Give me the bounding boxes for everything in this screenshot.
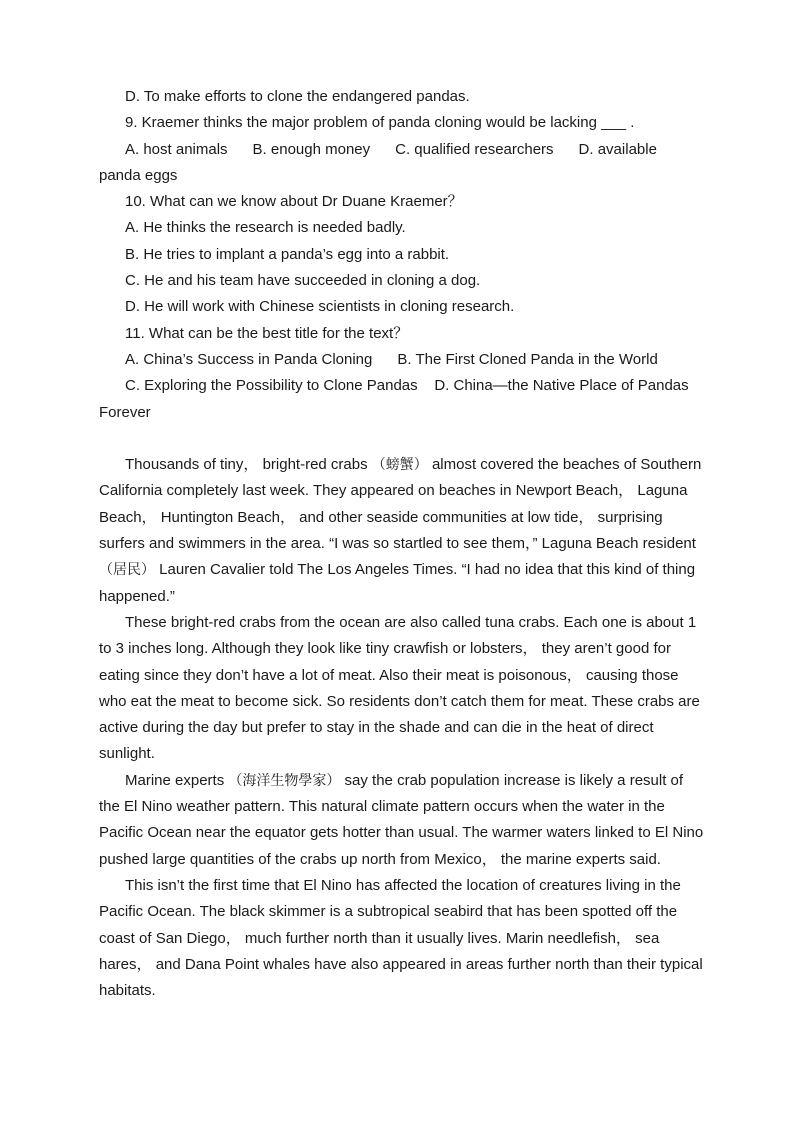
q10-stem: 10. What can we know about Dr Duane Kraemer？ — [125, 193, 463, 211]
document-page — [99, 84, 704, 1004]
p3-text-a: Marine experts — [125, 771, 229, 789]
q10-option-d: D. He will work with Chinese scientists in cloning research. — [125, 298, 515, 316]
passage-paragraph-1 — [99, 452, 704, 610]
q9-options-line1: A. host animals B. enough money C. qualified researchers D. available — [125, 140, 657, 158]
passage-paragraph-4: This isn’t the first time that El Nino has affected the location of creatures living in the Pacific Ocean. The black skimmer is a subtropical seabird that has been spotted off the coast of San Diego， much further north than it usually lives. Marin needlefish， sea hares， and Dana Point whales have also appeared in areas further north than their typical habitats. — [99, 876, 703, 1000]
q10-option-c: C. He and his team have succeeded in cloning a dog. — [125, 272, 481, 290]
q11-stem: 11. What can be the best title for the text？ — [125, 324, 409, 342]
p3-experts-gloss: （海洋生物學家） — [228, 772, 341, 789]
p1-text-a: Thousands of tiny， bright-red crabs — [125, 456, 372, 474]
p1-text-c: Lauren Cavalier told The Los Angeles Times. “I had no idea that this kind of thing happened.” — [99, 561, 696, 605]
q10-option-a: A. He thinks the research is needed badly. — [125, 219, 406, 237]
p1-resident-gloss: （居民） — [99, 562, 155, 579]
q11-options-line1: A. China’s Success in Panda Cloning B. The First Cloned Panda in the World — [125, 350, 658, 368]
q9-options-line2: panda eggs — [99, 166, 178, 184]
section-gap — [99, 426, 704, 452]
passage-paragraph-2: These bright-red crabs from the ocean are also called tuna crabs. Each one is about 1 to 3 inches long. Although they look like tiny crawfish or lobsters， they aren’t good for eating since they don’t have a lot of meat. Also their meat is poisonous， causing those who eat the meat to become sick. So residents don’t catch them for meat. These crabs are active during the day but prefer to stay in the shade and can die in the heat of direct sunlight. — [99, 613, 700, 763]
q11-options-line3: Forever — [99, 403, 151, 421]
q9-stem: 9. Kraemer thinks the major problem of panda cloning would be lacking ___ . — [125, 114, 635, 132]
passage-paragraph-3 — [99, 768, 704, 873]
p3-text-b: say the crab population increase is likely a result of the El Nino weather pattern. This natural climate pattern occurs when the water in the Pacific Ocean near the equator gets hotter than usual. The warmer waters linked to El Nino pushed large quantities of the crabs up north from Mexico， the marine experts said. — [99, 771, 704, 868]
q8-option-d: D. To make efforts to clone the endangered pandas. — [125, 88, 470, 105]
p1-text-b: almost covered the beaches of Southern California completely last week. They appeared on beaches in Newport Beach， Laguna Beach， Huntington Beach， and other seaside communities at low tide， surprising surfers and swimmers in the area. “I was so startled to see them，” Laguna Beach resident — [99, 456, 702, 553]
q10-option-b: B. He tries to implant a panda’s egg into a rabbit. — [125, 245, 450, 263]
q11-options-line2: C. Exploring the Possibility to Clone Pandas D. China—the Native Place of Pandas — [125, 377, 689, 395]
p1-crab-gloss: （螃蟹） — [371, 457, 428, 474]
